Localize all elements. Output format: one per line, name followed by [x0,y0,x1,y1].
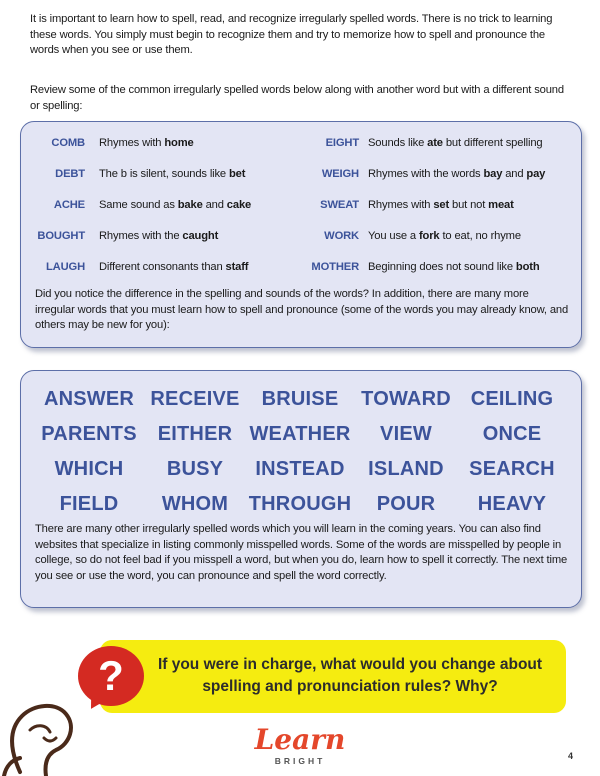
pair-word: ACHE [53,199,85,211]
pair-text: to eat, no rhyme [439,230,521,242]
intro-paragraph-1: It is important to learn how to spell, read, and recognize irregularly spelled words. There is no trick to learning these words. You simply must begin to recognize them and try to memorize how to spell and pronounce the words when you see or use them. [30,13,553,56]
pair-keyword: bet [228,168,246,180]
pair-word: MOTHER [311,261,359,273]
pair-text: Rhymes with the words [368,168,484,180]
pair-description [99,195,251,215]
irregular-word: ANSWER [43,388,135,410]
pair-keyword: fork [418,230,440,242]
pair-text: Different consonants than [99,261,226,273]
pair-keyword: bake [177,199,203,211]
pair-description [368,226,521,246]
pair-keyword: ate [427,137,443,149]
pair-description [368,164,545,184]
irregular-word: WHICH [54,458,124,480]
irregular-word: TOWARD [361,388,451,410]
pair-word: WEIGH [321,168,359,180]
pair-keyword: set [433,199,450,211]
pair-word: COMB [51,137,85,149]
irregular-word: CEILING [470,388,554,410]
pair-description [99,257,248,277]
pair-keyword: caught [182,230,219,242]
pair-text: but different spelling [442,137,543,149]
word-pair-row [21,133,581,153]
pair-text: and [202,199,227,211]
word-pair-row [21,195,581,215]
logo-main-text: Learn [254,723,346,756]
pair-keyword: cake [226,199,252,211]
pair-word: WORK [324,230,359,242]
word-grid-row [21,488,581,520]
irregular-word: HEAVY [477,493,547,515]
page-number: 4 [568,751,574,761]
irregular-word: EITHER [157,423,233,445]
question-mark-icon: ? [78,646,144,706]
pair-description [368,133,542,153]
pair-text: Rhymes with the [99,230,183,242]
pair-keyword: meat [488,199,514,211]
pair-description [99,133,194,153]
irregular-word: ONCE [482,423,542,445]
irregular-words-box [20,370,582,608]
irregular-word: VIEW [380,423,432,445]
irregular-word: WEATHER [249,423,351,445]
pair-text: You use a [368,230,419,242]
word-pair-row [21,164,581,184]
pair-word: BOUGHT [37,230,85,242]
pair-description [368,195,514,215]
pair-description [368,257,540,277]
word-pair-row [21,226,581,246]
pair-keyword: bay [483,168,503,180]
irregular-word: WHOM [161,493,229,515]
irregular-word: FIELD [59,493,119,515]
irregular-word: RECEIVE [150,388,240,410]
pair-word: DEBT [55,168,85,180]
question-line-2: spelling and pronunciation rules? Why? [202,678,498,695]
learn-bright-logo [248,724,352,770]
question-text [140,654,560,698]
pair-text: Sounds like [368,137,428,149]
intro-paragraph-2: Review some of the common irregularly spelled words below along with another word but with a different sound or spelling: [30,84,564,112]
pair-word: LAUGH [45,261,85,273]
pair-text: Same sound as [99,199,178,211]
pair-text: Beginning does not sound like [368,261,516,273]
irregular-word: BUSY [166,458,224,480]
pair-keyword: staff [225,261,249,273]
pair-word: EIGHT [325,137,359,149]
thinking-person-icon [0,680,92,776]
pair-word: SWEAT [320,199,359,211]
pair-keyword: both [515,261,540,273]
question-line-1: If you were in charge, what would you change about [157,656,543,673]
irregular-word: BRUISE [261,388,339,410]
pair-text: Rhymes with [99,137,165,149]
word-grid-row [21,453,581,485]
word-grid-row [21,418,581,450]
pair-text: The b is silent, sounds like [99,168,229,180]
word-pairs-paragraph: Did you notice the difference in the spelling and sounds of the words? In addition, there are many more irregular words that you must learn how to spell and pronounce (some of the words you may already know, and others may be new for you): [35,288,569,331]
word-grid-row [21,383,581,415]
irregular-word: POUR [376,493,436,515]
pair-keyword: home [164,137,194,149]
question-banner [100,640,566,713]
logo-sub-text: BRIGHT [274,756,326,766]
pair-description [99,226,218,246]
irregular-word: PARENTS [41,423,137,445]
word-pairs-box [20,121,582,348]
irregular-word: ISLAND [368,458,444,480]
pair-description [99,164,245,184]
irregular-words-paragraph: There are many other irregularly spelled words which you will learn in the coming years. You can also find websites that specialize in listing commonly misspelled words. Some of the words are misspelled by people in college, so do not feel bad if you misspell a word, but when you do, learn how to spell it correctly. The next time you see or use the word, you can pronounce and spell the word correctly. [35,523,568,582]
irregular-word: THROUGH [248,493,352,515]
irregular-word: INSTEAD [255,458,345,480]
pair-keyword: pay [526,168,546,180]
irregular-word: SEARCH [469,458,555,480]
word-pair-row [21,257,581,277]
pair-text: but not [449,199,489,211]
pair-text: Rhymes with [368,199,434,211]
pair-text: and [502,168,527,180]
